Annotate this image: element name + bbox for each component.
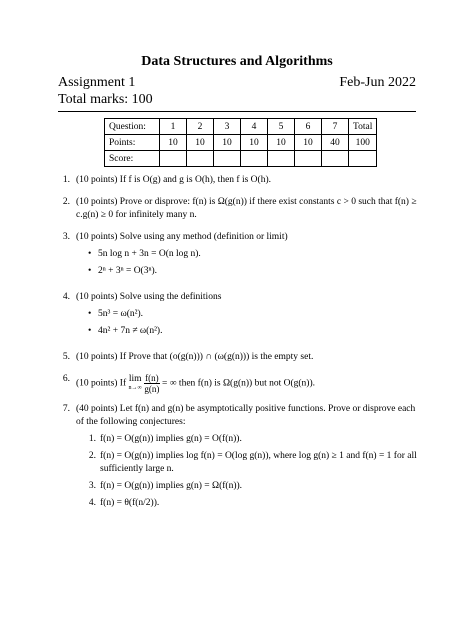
bullet-list [76, 248, 418, 278]
question-cell: 3 [214, 119, 241, 135]
question-cell: Total [349, 119, 377, 135]
bullet-list [76, 308, 418, 338]
question-body [76, 291, 418, 342]
sub-question-list [76, 433, 418, 510]
bullet-item: • 2ⁿ + 3ⁿ = O(3ⁿ). [98, 265, 418, 278]
fraction [144, 373, 160, 394]
sub-question-text: f(n) = θ(f(n/2)). [100, 498, 160, 508]
score-cell [268, 151, 295, 167]
sub-question-text: f(n) = O(g(n)) implies log f(n) = O(log g(n)), where log g(n) ≥ 1 and f(n) = 1 for all sufficiently large n. [100, 451, 417, 474]
grade-table-question-row [105, 119, 377, 135]
points-cell: 10 [295, 135, 322, 151]
question-item [58, 174, 418, 187]
question-text: (10 points) If f is O(g) and g is O(h), then f is O(h). [76, 175, 271, 185]
points-row-label: Points: [105, 135, 160, 151]
question-item [58, 231, 418, 282]
term-label: Feb-Jun 2022 [339, 75, 416, 90]
question-suffix: = ∞ then f(n) is Ω(g(n)) but not O(g(n)). [162, 378, 315, 389]
bullet-item: • 4n² + 7n ≠ ω(n²). [98, 325, 418, 338]
fraction-denominator: g(n) [144, 384, 160, 394]
document-title: Data Structures and Algorithms [141, 54, 333, 69]
limit-subscript: n→∞ [128, 384, 142, 391]
points-cell: 10 [160, 135, 187, 151]
score-cell [322, 151, 349, 167]
assignment-row [58, 75, 416, 91]
question-text: (10 points) Prove or disprove: f(n) is Ω(g(n)) if there exist constants c > 0 such that f(n) ≥ c.g(n) ≥ 0 for infinitely many n. [76, 197, 417, 220]
points-cell: 10 [268, 135, 295, 151]
bullet-item: • 5n log n + 3n = O(n log n). [98, 248, 418, 261]
question-number: 2. [62, 197, 70, 207]
points-cell: 10 [241, 135, 268, 151]
points-cell: 40 [322, 135, 349, 151]
question-text: (10 points) Solve using the definitions [76, 292, 222, 302]
question-item [58, 196, 418, 222]
question-cell: 4 [241, 119, 268, 135]
grade-table-score-row [105, 151, 377, 167]
bullet-item: • 5n³ = ω(n²). [98, 308, 418, 321]
points-cell: 100 [349, 135, 377, 151]
fraction-numerator: f(n) [145, 373, 159, 383]
score-cell [241, 151, 268, 167]
sub-question-number: 4. [88, 498, 96, 508]
grade-table [104, 118, 377, 167]
assignment-label: Assignment 1 [58, 75, 136, 90]
sub-question-item [76, 480, 418, 493]
question-item [58, 291, 418, 342]
question-row-label: Question: [105, 119, 160, 135]
question-body [76, 373, 418, 394]
sub-question-item [76, 497, 418, 510]
sub-question-number: 3. [88, 481, 96, 491]
question-number: 1. [62, 175, 70, 185]
sub-question-item [76, 433, 418, 446]
question-list [58, 174, 418, 523]
score-cell [295, 151, 322, 167]
question-body [76, 231, 418, 282]
points-cell: 10 [187, 135, 214, 151]
total-marks-label: Total marks: 100 [58, 92, 153, 107]
question-number: 5. [62, 352, 70, 362]
limit-operator: lim [128, 373, 142, 384]
question-cell: 6 [295, 119, 322, 135]
question-item [58, 403, 418, 514]
sub-question-text: f(n) = O(g(n)) implies g(n) = O(f(n)). [100, 434, 242, 444]
total-marks-row [58, 92, 416, 108]
question-number: 3. [62, 232, 70, 242]
grade-table-points-row [105, 135, 377, 151]
question-body [76, 403, 418, 514]
sub-question-number: 2. [88, 451, 96, 461]
score-cell [160, 151, 187, 167]
question-text: (10 points) Solve using any method (definition or limit) [76, 232, 288, 242]
score-cell [349, 151, 377, 167]
score-cell [187, 151, 214, 167]
question-text: (10 points) If Prove that (o(g(n))) ∩ (ω(g(n))) is the empty set. [76, 352, 314, 362]
sub-question-text: f(n) = O(g(n)) implies g(n) = Ω(f(n)). [100, 481, 243, 491]
question-cell: 5 [268, 119, 295, 135]
question-number: 7. [62, 404, 70, 414]
header-divider [58, 111, 416, 112]
question-prefix: (10 points) If [76, 378, 127, 389]
question-item [58, 373, 418, 394]
score-cell [214, 151, 241, 167]
question-number: 6. [62, 374, 70, 384]
sub-question-item [76, 450, 418, 476]
sub-question-number: 1. [88, 434, 96, 444]
question-cell: 2 [187, 119, 214, 135]
points-cell: 10 [214, 135, 241, 151]
limit-expression [129, 375, 142, 393]
question-cell: 7 [322, 119, 349, 135]
score-row-label: Score: [105, 151, 160, 167]
question-item [58, 351, 418, 364]
question-text: (40 points) Let f(n) and g(n) be asymptotically positive functions. Prove or disprove each of the following conjectures: [76, 404, 416, 427]
question-cell: 1 [160, 119, 187, 135]
question-number: 4. [62, 292, 70, 302]
